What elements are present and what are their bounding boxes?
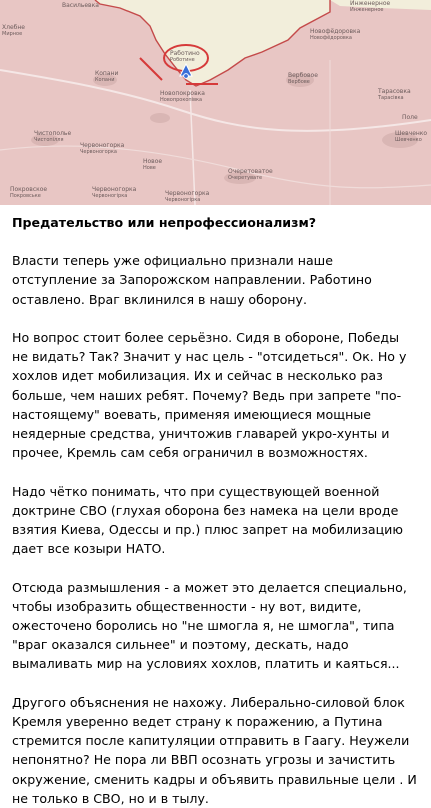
map-label: Копани <box>95 77 115 83</box>
road <box>0 70 431 131</box>
map-label: Очеретувате <box>228 175 263 181</box>
map-label: Вербовое <box>288 72 318 79</box>
attack-arrow <box>140 58 162 80</box>
map-label: Хлебне <box>2 24 25 31</box>
map-label: Новопрокопівка <box>160 97 203 103</box>
map-label: Инженерное <box>350 7 384 13</box>
map-label: Червоногірка <box>92 193 128 199</box>
map-label: Тарасовка <box>378 88 411 95</box>
map-label: Червоногорка <box>80 142 125 149</box>
map-label: Червоногорка <box>165 190 210 197</box>
map-label: Роботине <box>170 57 195 63</box>
location-pin-dot <box>184 74 189 79</box>
post-paragraph: Надо чётко понимать, что при существующей военной доктрине СВО (глухая оборона без намека на цели вроде взятия Киева, Одессы и пр.) плюс запрет на мобилизацию дает все козыри НАТО. <box>12 483 403 557</box>
map-label: Червоногорка <box>92 186 137 193</box>
map-label: Очеретоватое <box>228 168 273 175</box>
map-label: Новофёдоровка <box>310 35 352 41</box>
map-label: Тарасівка <box>378 95 404 101</box>
map-label: Червоногорка <box>80 149 117 155</box>
map-image <box>0 0 431 205</box>
map-label: Чистопілля <box>34 137 64 143</box>
map-label: Нове <box>143 165 156 171</box>
post-body <box>0 205 431 808</box>
map-label: Мирное <box>2 31 23 37</box>
map-label: Работино <box>170 50 200 57</box>
map-label: Копани <box>95 70 119 77</box>
settlement <box>150 113 170 123</box>
post-paragraph: Но вопрос стоит более серьёзно. Сидя в обороне, Победы не видать? Так? Значит у нас цель - "отсидеться". Ок. Но у хохлов идет мобилизация. Их и сейчас в несколько раз больше, чем наших ребят. Почему? Ведь при запрете "по-настоящему" воевать, применяя имеющиеся мощные неядерные средства, уничтожив главарей укро-хунты и прочее, Кремль сам себя ограничил в возможностях. <box>12 330 407 461</box>
map-label: Чистополье <box>34 130 72 137</box>
map-label: Новопокровка <box>160 90 205 97</box>
map-label: Вербове <box>288 79 310 85</box>
map-canvas <box>0 0 431 205</box>
map-label: Васильевка <box>62 2 99 9</box>
map-label: Новое <box>143 158 163 165</box>
road <box>0 146 431 188</box>
map-label: Покровское <box>10 186 48 193</box>
post-title: Предательство или непрофессионализм? <box>12 215 317 230</box>
map-label: Шевченко <box>395 137 422 143</box>
post-paragraph: Отсюда размышления - а может это делается специально, чтобы изобразить общественности - ну вот, видите, ожесточено боролись но "не шмогла я, не шмогла", типа "враг оказался сильнее" и поэтому, дескать, надо вымаливать мир на условиях хохлов, платить и каяться... <box>12 579 407 672</box>
map-label: Покровське <box>10 193 41 199</box>
map-label: Шевченко <box>395 130 428 137</box>
road <box>190 90 195 205</box>
post-paragraph: Власти теперь уже официально признали наше отступление за Запорожском направлении. Работино оставлено. Враг вклинился в нашу оборону. <box>12 253 372 307</box>
post-paragraph: Другого объяснения не нахожу. Либерально-силовой блок Кремля уверенно ведет страну к поражению, а Путина стремится после капитуляции отправить в Гаагу. Неужели непонятно? Не пора ли ВВП осознать угрозы и зачистить окружение, сменить кадры и объявить правильные цели . И не только в СВО, но и в тылу. <box>12 694 417 806</box>
map-label: Новофёдоровка <box>310 28 361 35</box>
map-label: Поле <box>402 114 418 121</box>
map-label: Червоногірка <box>165 197 201 203</box>
map-label: Инженерное <box>350 0 391 7</box>
